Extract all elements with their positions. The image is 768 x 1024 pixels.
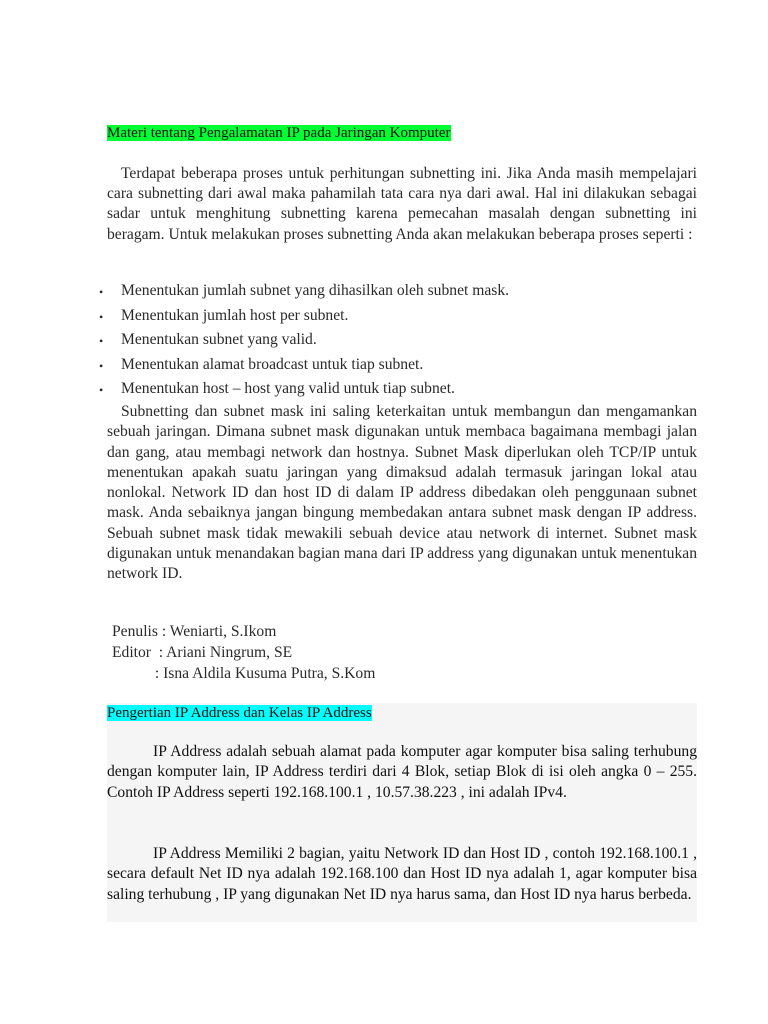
- list-item-text: Menentukan host – host yang valid untuk tiap subnet.: [121, 380, 455, 397]
- list-item: [99, 306, 697, 331]
- editor-line-2: : Isna Aldila Kusuma Putra, S.Kom: [112, 665, 376, 682]
- list-item: [99, 281, 697, 306]
- list-item: [99, 379, 697, 404]
- list-item-text: Menentukan jumlah subnet yang dihasilkan oleh subnet mask.: [121, 282, 510, 299]
- subnetting-steps-list: [99, 281, 697, 404]
- ip-address-definition-paragraph: IP Address adalah sebuah alamat pada komputer agar komputer bisa saling terhubung dengan komputer lain, IP Address terdiri dari 4 Blok, setiap Blok di isi oleh angka 0 – 255. Contoh IP Address seperti 192.168.100.1 , 10.57.38.223 , ini adalah IPv4.: [107, 743, 697, 801]
- heading-ip-address-classes: [107, 703, 372, 723]
- bullet-icon: •: [99, 334, 104, 348]
- bullet-icon: •: [99, 309, 104, 324]
- list-item: [99, 330, 697, 355]
- ip-address-parts-paragraph: IP Address Memiliki 2 bagian, yaitu Network ID dan Host ID , contoh 192.168.100.1 , secara default Net ID nya adalah 192.168.100 dan Host ID nya adalah 1, agar komputer bisa saling terhubung , IP yang digunakan Net ID nya harus sama, dan Host ID nya harus berbeda.: [107, 845, 697, 903]
- bullet-icon: •: [99, 358, 104, 373]
- list-item-text: Menentukan alamat broadcast untuk tiap subnet.: [121, 355, 424, 373]
- bullet-icon: •: [99, 285, 104, 299]
- bullet-icon: •: [99, 383, 104, 397]
- list-item-text: Menentukan jumlah host per subnet.: [121, 306, 349, 324]
- author-line: Penulis : Weniarti, S.Ikom: [112, 623, 277, 640]
- ip-address-section: [107, 703, 697, 922]
- list-item: [99, 355, 697, 380]
- credits-block: [112, 621, 375, 684]
- editor-line: Editor : Ariani Ningrum, SE: [112, 644, 293, 661]
- heading-ip-addressing-text: Materi tentang Pengalamatan IP pada Jaringan Komputer: [107, 125, 451, 141]
- subnet-mask-paragraph: Subnetting dan subnet mask ini saling keterkaitan untuk membangun dan mengamankan sebuah jaringan. Dimana subnet mask digunakan untuk membaca bagaimana membagi jalan dan gang, atau membagi network dan hostnya. Subnet Mask diperlukan oleh TCP/IP untuk menentukan apakah suatu jaringan yang dimaksud adalah termasuk jaringan lokal atau nonlokal. Network ID dan host ID di dalam IP address dibedakan oleh penggunaan subnet mask. Anda sebaiknya jangan bingung membedakan antara subnet mask dengan IP address. Sebuah subnet mask tidak mewakili sebuah device atau network di internet. Subnet mask digunakan untuk menandakan bagian mana dari IP address yang digunakan untuk menentukan network ID.: [107, 403, 697, 583]
- heading-ip-address-classes-text: Pengertian IP Address dan Kelas IP Address: [107, 705, 372, 721]
- intro-paragraph: Terdapat beberapa proses untuk perhitungan subnetting ini. Jika Anda masih mempelajari cara subnetting dari awal maka pahamilah tata cara nya dari awal. Hal ini dilakukan sebagai sadar untuk menghitung subnetting karena pemecahan masalah dengan subnetting ini beragam. Untuk melakukan proses subnetting Anda akan melakukan beberapa proses seperti :: [107, 165, 697, 243]
- heading-ip-addressing: [107, 123, 451, 143]
- list-item-text: Menentukan subnet yang valid.: [121, 331, 317, 348]
